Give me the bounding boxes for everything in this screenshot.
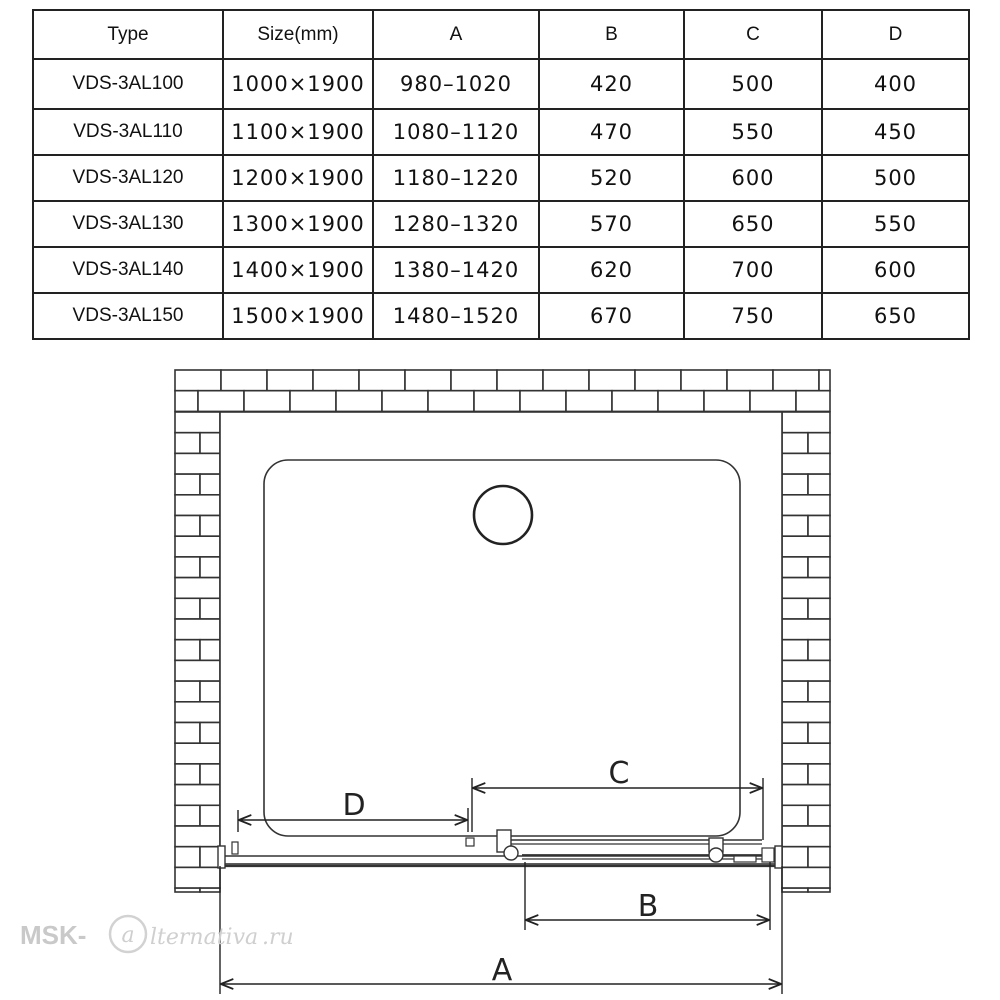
brick <box>200 888 220 892</box>
brick <box>782 888 808 892</box>
c-cell: 750 <box>684 293 822 339</box>
brick <box>782 764 808 785</box>
brick <box>782 805 808 826</box>
brick <box>782 867 830 888</box>
brick <box>773 370 819 391</box>
brick <box>782 598 808 619</box>
watermark-logo <box>20 916 294 952</box>
brick <box>782 536 830 557</box>
c-cell: 500 <box>684 59 822 109</box>
brick <box>175 536 220 557</box>
brick <box>382 391 428 412</box>
watermark-tld: .ru <box>262 925 294 950</box>
a-cell: 1080–1120 <box>373 109 539 155</box>
brick <box>175 516 200 537</box>
brick <box>200 723 220 744</box>
watermark-script: lternativa <box>150 925 259 950</box>
brick <box>175 743 220 764</box>
brick <box>808 557 830 578</box>
brick <box>782 453 830 474</box>
brick <box>589 370 635 391</box>
brick <box>175 557 200 578</box>
brick <box>175 391 198 412</box>
drain-icon <box>474 486 532 544</box>
brick <box>808 764 830 785</box>
brick <box>796 391 830 412</box>
brick <box>200 433 220 454</box>
brick <box>782 557 808 578</box>
brick <box>175 453 220 474</box>
b-cell: 570 <box>539 201 684 247</box>
brick <box>175 370 221 391</box>
type-cell: VDS-3AL110 <box>33 109 223 155</box>
dimension-b-label: B <box>637 889 659 924</box>
brick <box>782 743 830 764</box>
d-cell: 400 <box>822 59 969 109</box>
brick <box>198 391 244 412</box>
header-a: A <box>373 10 539 59</box>
d-cell: 450 <box>822 109 969 155</box>
brick <box>175 433 200 454</box>
watermark-brand: MSK- <box>20 920 87 950</box>
b-cell: 620 <box>539 247 684 293</box>
brick <box>175 805 200 826</box>
brick <box>704 391 750 412</box>
brick <box>782 412 830 433</box>
size-cell: 1200×1900 <box>223 155 373 201</box>
brick <box>782 847 808 868</box>
size-cell: 1500×1900 <box>223 293 373 339</box>
brick <box>200 681 220 702</box>
brick <box>782 495 830 516</box>
brick <box>175 723 200 744</box>
header-type: Type <box>33 10 223 59</box>
brick <box>808 474 830 495</box>
brick <box>474 391 520 412</box>
b-cell: 670 <box>539 293 684 339</box>
watermark-at: a <box>121 923 135 948</box>
d-cell: 600 <box>822 247 969 293</box>
brick <box>200 516 220 537</box>
d-cell: 550 <box>822 201 969 247</box>
brick <box>200 598 220 619</box>
brick <box>405 370 451 391</box>
d-cell: 650 <box>822 293 969 339</box>
type-cell: VDS-3AL120 <box>33 155 223 201</box>
brick <box>497 370 543 391</box>
header-b: B <box>539 10 684 59</box>
brick <box>290 391 336 412</box>
brick <box>336 391 382 412</box>
brick <box>244 391 290 412</box>
brick <box>175 702 220 723</box>
brick <box>221 370 267 391</box>
brick <box>200 764 220 785</box>
brick <box>727 370 773 391</box>
b-cell: 520 <box>539 155 684 201</box>
b-cell: 470 <box>539 109 684 155</box>
d-cell: 500 <box>822 155 969 201</box>
brick <box>267 370 313 391</box>
a-cell: 1280–1320 <box>373 201 539 247</box>
brick <box>782 619 830 640</box>
brick <box>782 702 830 723</box>
brick <box>175 847 200 868</box>
brick <box>808 681 830 702</box>
size-cell: 1400×1900 <box>223 247 373 293</box>
brick <box>359 370 405 391</box>
brick <box>808 723 830 744</box>
brick <box>808 640 830 661</box>
brick <box>175 578 220 599</box>
brick <box>175 412 220 433</box>
brick <box>175 474 200 495</box>
brick <box>808 888 830 892</box>
c-cell: 650 <box>684 201 822 247</box>
size-cell: 1300×1900 <box>223 201 373 247</box>
brick <box>782 433 808 454</box>
brick <box>200 847 220 868</box>
brick <box>782 681 808 702</box>
brick <box>808 805 830 826</box>
brick <box>782 516 808 537</box>
brick <box>782 474 808 495</box>
brick <box>543 370 589 391</box>
header-c: C <box>684 10 822 59</box>
brick <box>175 681 200 702</box>
a-cell: 980–1020 <box>373 59 539 109</box>
brick <box>819 370 830 391</box>
brick <box>200 557 220 578</box>
type-cell: VDS-3AL150 <box>33 293 223 339</box>
brick <box>200 474 220 495</box>
size-cell: 1000×1900 <box>223 59 373 109</box>
c-cell: 700 <box>684 247 822 293</box>
brick <box>782 723 808 744</box>
b-cell: 420 <box>539 59 684 109</box>
brick <box>175 660 220 681</box>
brick <box>658 391 704 412</box>
dimension-c-label: C <box>608 756 630 791</box>
brick <box>635 370 681 391</box>
brick <box>808 433 830 454</box>
brick <box>175 495 220 516</box>
brick <box>808 598 830 619</box>
type-cell: VDS-3AL130 <box>33 201 223 247</box>
brick <box>175 867 220 888</box>
brick <box>175 826 220 847</box>
brick <box>200 640 220 661</box>
brick <box>175 640 200 661</box>
a-cell: 1380–1420 <box>373 247 539 293</box>
brick <box>782 640 808 661</box>
brick <box>782 826 830 847</box>
type-cell: VDS-3AL140 <box>33 247 223 293</box>
brick <box>175 888 200 892</box>
brick <box>313 370 359 391</box>
brick <box>175 619 220 640</box>
c-cell: 550 <box>684 109 822 155</box>
brick <box>782 785 830 806</box>
brick <box>175 785 220 806</box>
brick <box>750 391 796 412</box>
a-cell: 1480–1520 <box>373 293 539 339</box>
brick <box>520 391 566 412</box>
header-d: D <box>822 10 969 59</box>
dimension-d-label: D <box>342 788 366 823</box>
brick <box>681 370 727 391</box>
brick <box>428 391 474 412</box>
brick <box>612 391 658 412</box>
brick <box>175 598 200 619</box>
header-size: Size(mm) <box>223 10 373 59</box>
brick <box>200 805 220 826</box>
c-cell: 600 <box>684 155 822 201</box>
dimension-a-label: A <box>491 953 513 988</box>
brick <box>782 660 830 681</box>
brick <box>175 764 200 785</box>
brick <box>782 578 830 599</box>
a-cell: 1180–1220 <box>373 155 539 201</box>
type-cell: VDS-3AL100 <box>33 59 223 109</box>
size-cell: 1100×1900 <box>223 109 373 155</box>
brick <box>566 391 612 412</box>
brick <box>808 847 830 868</box>
brick <box>808 516 830 537</box>
brick <box>451 370 497 391</box>
